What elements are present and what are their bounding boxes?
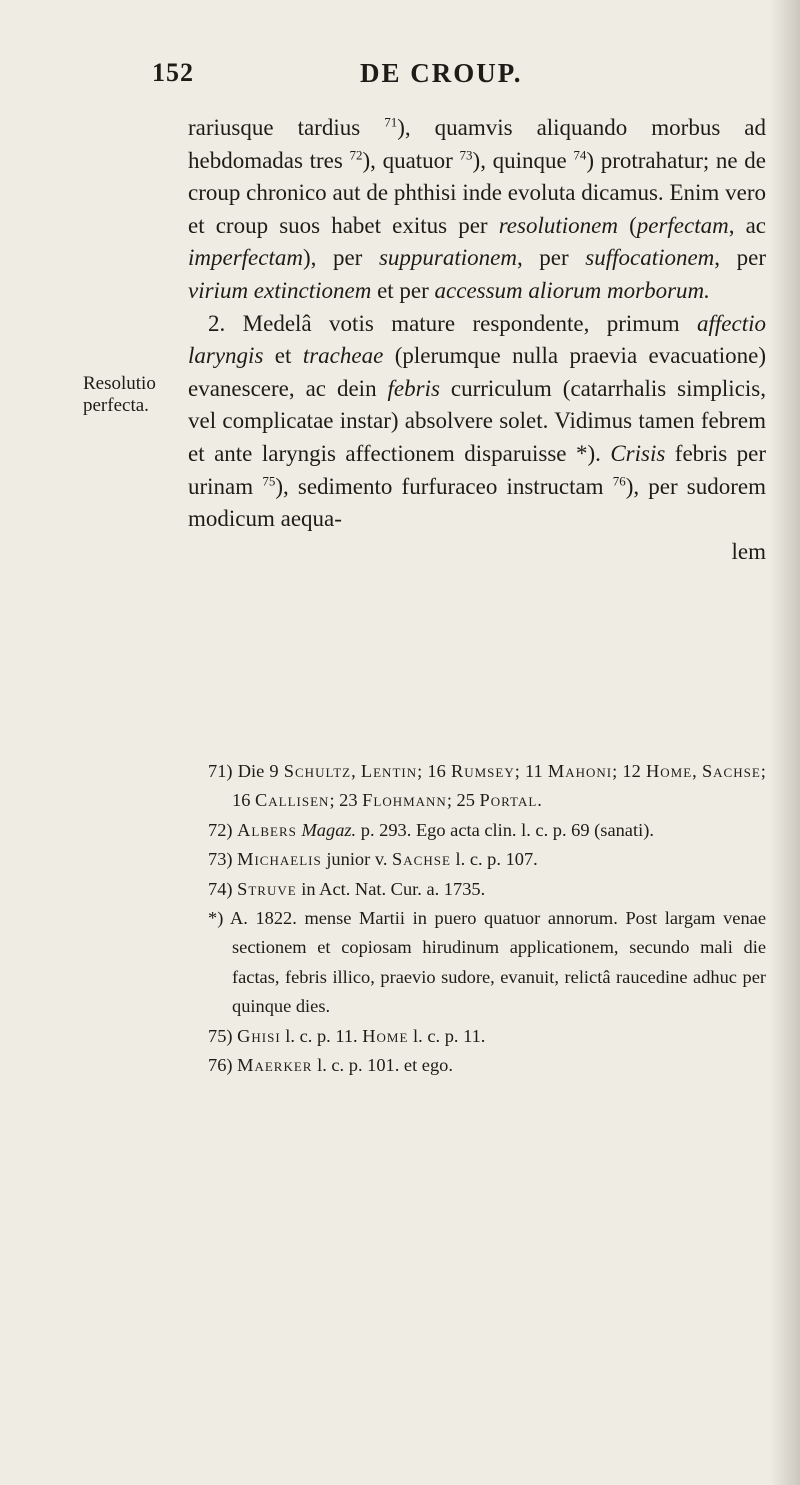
author-name: Michaelis <box>237 849 322 870</box>
text-run: l. c. p. 11. <box>285 1025 358 1046</box>
catchword: lem <box>731 538 766 564</box>
footnote-number: 76) <box>208 1055 233 1076</box>
page-edge-shadow <box>770 0 800 1485</box>
text-run: ; 11 <box>514 761 543 781</box>
footnote-number: *) <box>208 908 224 929</box>
text-run: junior v. <box>326 849 388 870</box>
author-name: Sachse <box>392 849 451 870</box>
author-name: Albers <box>237 819 297 840</box>
text-run: , per <box>516 245 569 271</box>
text-run: l. c. p. 107. <box>455 849 538 870</box>
italic-term: suppurationem <box>378 245 517 271</box>
text-run: l. c. p. 11. <box>413 1025 486 1046</box>
page-number: 152 <box>152 58 194 87</box>
italic-term: febris <box>387 375 440 401</box>
text-run: curriculum (catarrhalis simplicis, vel complicatae instar) absolvere solet. Vidimus tamen febrem et ante laryngis affectionem disparuisse *). <box>188 375 766 466</box>
footnote-75 <box>208 1022 766 1051</box>
margin-note-line2: perfecta. <box>83 395 149 416</box>
italic-term: virium extinctionem <box>188 277 372 303</box>
author-name: Home <box>645 761 693 781</box>
margin-note <box>83 373 193 417</box>
text-run: ), quinque <box>472 147 567 173</box>
author-name: Sachse <box>701 761 761 781</box>
text-run: , <box>692 761 697 781</box>
footnote-ref: 76 <box>612 472 626 488</box>
text-run: ; 16 <box>232 761 766 811</box>
author-name: Maerker <box>237 1055 313 1076</box>
footnote-star <box>208 904 766 1022</box>
paragraph-1 <box>188 112 766 308</box>
text-run: Die 9 <box>237 761 279 781</box>
footnote-ref: 72 <box>349 146 363 162</box>
italic-term: Magaz. <box>301 819 357 840</box>
text-run: febris per urinam <box>188 440 766 499</box>
italic-term: perfectam <box>636 212 729 238</box>
footnote-ref: 74 <box>573 146 587 162</box>
footnote-number: 72) <box>208 819 233 840</box>
italic-term: resolutionem <box>498 212 618 238</box>
text-run: ; 16 <box>417 761 446 781</box>
italic-term: accessum aliorum morborum. <box>434 277 710 303</box>
text-run: ), per <box>302 245 363 271</box>
text-run: , per <box>714 245 767 271</box>
footnote-74 <box>208 875 766 904</box>
text-run: p. 293. Ego acta clin. l. c. p. 69 (sanati). <box>360 819 654 840</box>
page-header <box>0 58 800 98</box>
footnote-ref: 75 <box>262 472 276 488</box>
author-name: Schultz <box>283 761 352 781</box>
author-name: Portal <box>479 790 538 811</box>
text-run: , <box>351 761 356 781</box>
text-run: et per <box>377 277 429 303</box>
footnote-71 <box>208 757 766 816</box>
text-run: . <box>537 790 542 811</box>
text-run: ), sedimento furfuraceo instructam <box>275 473 604 499</box>
body-text <box>188 112 766 568</box>
text-run: ), quatuor <box>362 147 453 173</box>
text-run: ), quamvis aliquando morbus ad hebdomadas tres <box>188 115 766 173</box>
text-run: l. c. p. 101. et ego. <box>317 1055 453 1076</box>
paragraph-2 <box>188 308 766 569</box>
italic-term: tracheae <box>302 343 384 369</box>
footnote-number: 71) <box>208 761 233 781</box>
text-run: ; 23 <box>329 790 358 811</box>
footnote-number: 75) <box>208 1025 233 1046</box>
text-run: ) protrahatur; ne de croup chronico aut de phthisi inde evoluta dicamus. Enim vero et croup suos habet exitus per <box>188 147 767 238</box>
text-run: ; 12 <box>612 761 641 781</box>
text-run: 2. Medelâ votis mature respondente, primum <box>208 310 680 336</box>
author-name: Rumsey <box>450 761 515 781</box>
text-run: , ac <box>728 212 767 238</box>
text-run: ; 25 <box>446 790 475 811</box>
author-name: Lentin <box>360 761 418 781</box>
italic-term: imperfectam <box>188 245 303 271</box>
footnote-ref: 71 <box>384 114 398 130</box>
italic-term: affectio laryngis <box>188 310 766 369</box>
author-name: Flohmann <box>362 790 447 811</box>
author-name: Ghisi <box>237 1025 281 1046</box>
author-name: Home <box>362 1025 409 1046</box>
footnote-72 <box>208 816 766 845</box>
text-run: et <box>274 343 292 369</box>
footnote-number: 73) <box>208 849 233 870</box>
text-run: rariusque tardius <box>188 115 361 140</box>
text-run: in Act. Nat. Cur. a. 1735. <box>301 878 486 899</box>
italic-term: suffocationem <box>585 245 715 271</box>
footnote-ref: 73 <box>459 146 473 162</box>
italic-term: Crisis <box>610 440 666 466</box>
footnote-76 <box>208 1051 766 1080</box>
text-run: ( <box>629 212 637 238</box>
margin-note-line1: Resolutio <box>83 373 156 394</box>
footnote-number: 74) <box>208 878 233 899</box>
author-name: Callisen <box>255 790 330 811</box>
author-name: Mahoni <box>547 761 613 781</box>
text-run: (plerumque nulla praevia evacuatione) evanescere, ac dein <box>188 343 767 401</box>
running-head: DE CROUP. <box>360 58 523 88</box>
author-name: Struve <box>237 878 297 899</box>
footnote-73 <box>208 845 766 874</box>
footnotes <box>208 757 766 1080</box>
text-run: ), per sudorem modicum aequa- <box>188 473 767 532</box>
text-run: A. 1822. mense Martii in puero quatuor annorum. Post largam venae sectionem et copiosam hirudinum applicationem, secundo mali die factas, febris illico, praevio sudore, evanuit, relictâ raucedine adhuc per quinque dies. <box>229 908 766 1017</box>
